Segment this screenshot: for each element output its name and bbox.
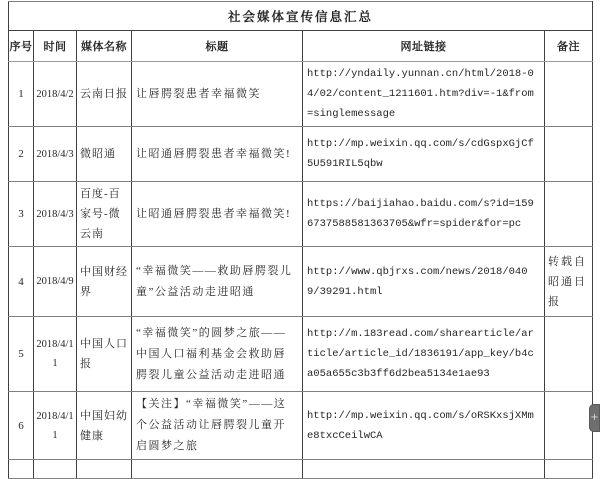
cell-url-link: http://yndaily.yunnan.cn/html/2018-04/02/content_1211601.htm?div=-1&from=singlemessage <box>303 62 545 127</box>
col-header-media: 媒体名称 <box>77 31 132 62</box>
table-row <box>9 127 593 182</box>
cell-headline: 让昭通唇腭裂患者幸福微笑! <box>132 182 303 247</box>
cell-date <box>34 460 77 479</box>
cell-serial-no <box>9 460 34 479</box>
table-row <box>9 317 593 392</box>
cell-media-name: 中国人口报 <box>77 317 132 392</box>
col-header-date: 时间 <box>34 31 77 62</box>
cell-note <box>545 392 593 460</box>
plus-icon: + <box>590 412 599 423</box>
cell-url-link: https://baijiahao.baidu.com/s?id=1596737588581363705&wfr=spider&for=pc <box>303 182 545 247</box>
cell-date: 2018/4/11 <box>34 392 77 460</box>
cell-media-name: 微昭通 <box>77 127 132 182</box>
cell-media-name: 中国财经界 <box>77 247 132 317</box>
cell-note <box>545 182 593 247</box>
col-header-no: 序号 <box>9 31 34 62</box>
table-title-row <box>9 2 593 31</box>
cell-headline: 让昭通唇腭裂患者幸福微笑! <box>132 127 303 182</box>
media-summary-table <box>8 1 593 479</box>
col-header-note: 备注 <box>545 31 593 62</box>
cell-url-link: http://mp.weixin.qq.com/s/oRSKxsjXMme8txcCeilwCA <box>303 392 545 460</box>
cell-headline: “幸福微笑——救助唇腭裂儿童”公益活动走进昭通 <box>132 247 303 317</box>
cell-date: 2018/4/11 <box>34 317 77 392</box>
col-header-headline: 标题 <box>132 31 303 62</box>
cell-headline: 【关注】“幸福微笑”——这个公益活动让唇腭裂儿童开启圆梦之旅 <box>132 392 303 460</box>
cell-note <box>545 62 593 127</box>
table-row <box>9 460 593 479</box>
cell-note: 转载自昭通日报 <box>545 247 593 317</box>
cell-media-name: 中国妇幼健康 <box>77 392 132 460</box>
cell-headline <box>132 460 303 479</box>
cell-headline: 让唇腭裂患者幸福微笑 <box>132 62 303 127</box>
cell-date: 2018/4/9 <box>34 247 77 317</box>
cell-serial-no: 5 <box>9 317 34 392</box>
cell-note <box>545 127 593 182</box>
cell-date: 2018/4/3 <box>34 182 77 247</box>
cell-url-link: http://www.qbjrxs.com/news/2018/0409/39291.html <box>303 247 545 317</box>
table-header-row <box>9 31 593 62</box>
cell-serial-no: 6 <box>9 392 34 460</box>
cell-note <box>545 460 593 479</box>
cell-serial-no: 4 <box>9 247 34 317</box>
table-title: 社会媒体宣传信息汇总 <box>9 2 593 31</box>
cell-date: 2018/4/3 <box>34 127 77 182</box>
cell-media-name: 百度-百家号-微云南 <box>77 182 132 247</box>
table-row <box>9 62 593 127</box>
cell-serial-no: 3 <box>9 182 34 247</box>
cell-note <box>545 317 593 392</box>
table-row <box>9 392 593 460</box>
cell-serial-no: 1 <box>9 62 34 127</box>
table-row <box>9 247 593 317</box>
cell-url-link: http://mp.weixin.qq.com/s/cdGspxGjCf5U591RIL5qbw <box>303 127 545 182</box>
cell-media-name: 云南日报 <box>77 62 132 127</box>
cell-media-name <box>77 460 132 479</box>
scroll-handle[interactable] <box>589 404 600 432</box>
cell-headline: “幸福微笑”的圆梦之旅——中国人口福利基金会救助唇腭裂儿童公益活动走进昭通 <box>132 317 303 392</box>
cell-url-link: http://m.183read.com/sharearticle/article/article_id/1836191/app_key/b4ca05a655c3b3ff6d2bea5134e1ae93 <box>303 317 545 392</box>
table-row <box>9 182 593 247</box>
cell-serial-no: 2 <box>9 127 34 182</box>
col-header-url: 网址链接 <box>303 31 545 62</box>
cell-url-link <box>303 460 545 479</box>
cell-date: 2018/4/2 <box>34 62 77 127</box>
